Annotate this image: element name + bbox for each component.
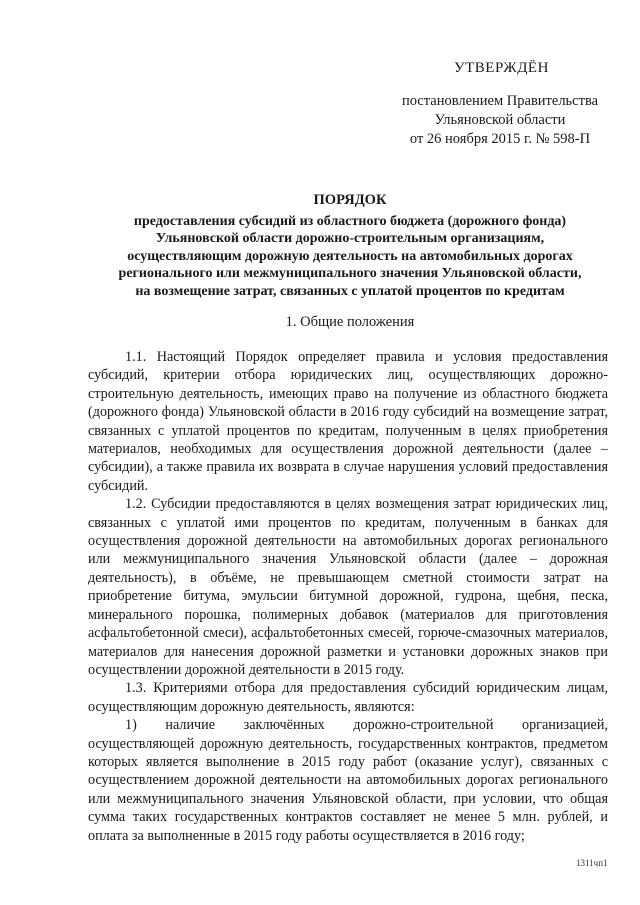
approval-line: постановлением Правительства <box>401 93 599 109</box>
paragraph-1-2: 1.2. Субсидии предоставляются в целях возмещения затрат юридических лиц, связанных с уплатой ими процентов по кредитам, полученным в банках для осуществления дорожной деятельности на автомобильных дорогах регионального или межмуниципального значения Ульяновской области (далее – дорожная деятельность), в объёме, не превышающем сметной стоимости затрат на приобретение битума, эмульсии битумной дорожной, гудрона, щебня, песка, минерального порошка, полимерных добавок (материалов для приготовления асфальтобетонной смеси), асфальтобетонных смесей, горюче-смазочных материалов, материалов для нанесения дорожной разметки и установки дорожных знаков при осуществлении дорожной деятельности в 2015 году. <box>88 496 608 678</box>
document-body <box>88 348 608 845</box>
title-line: регионального или межмуниципального значения Ульяновской области, <box>118 266 582 282</box>
title-line: на возмещение затрат, связанных с уплатой процентов по кредитам <box>135 283 565 299</box>
list-item-1: 1) наличие заключённых дорожно-строительной организацией, осуществляющей дорожную деятельность, государственных контрактов, предметом которых является выполнение в 2015 году работ (оказание услуг), связанных с осуществлением дорожной деятельности на автомобильных дорогах регионального или межмуниципального значения Ульяновской области, при условии, что общая сумма таких государственных контрактов составляет не менее 5 млн. рублей, и оплата за выполненные в 2015 году работы осуществляется в 2016 году; <box>88 717 608 844</box>
approval-line: от 26 ноября 2015 г. № 598-П <box>409 131 591 147</box>
document-code: 1311чп1 <box>576 858 608 868</box>
paragraph-1-3: 1.3. Критериями отбора для предоставления субсидий юридическим лицам, осуществляющим дорожную деятельность, являются: <box>88 680 608 715</box>
title-line: предоставления субсидий из областного бюджета (дорожного фонда) <box>133 213 567 229</box>
title-line: Ульяновской области дорожно-строительным организациям, <box>155 231 545 247</box>
title-line: осуществляющим дорожную деятельность на автомобильных дорогах <box>127 248 573 264</box>
approval-stamp <box>380 60 620 149</box>
section-heading: 1. Общие положения <box>285 314 415 330</box>
approval-heading: УТВЕРЖДЁН <box>454 60 549 76</box>
paragraph-1-1: 1.1. Настоящий Порядок определяет правила и условия предоставления субсидий, критерии отбора юридических лиц, осуществляющих дорожно-строительную деятельность, имеющих право на получение из областного бюджета (дорожного фонда) Ульяновской области в 2016 году субсидий на возмещение затрат, связанных с уплатой процентов по кредитам, полученным в целях приобретения материалов, необходимых для осуществления дорожной деятельности (далее – субсидии), а также правила их возврата в случае нарушения условий предоставления субсидий. <box>88 349 608 494</box>
approval-line: Ульяновской области <box>434 112 566 128</box>
document-title <box>80 192 620 301</box>
title-main: ПОРЯДОК <box>313 192 387 208</box>
